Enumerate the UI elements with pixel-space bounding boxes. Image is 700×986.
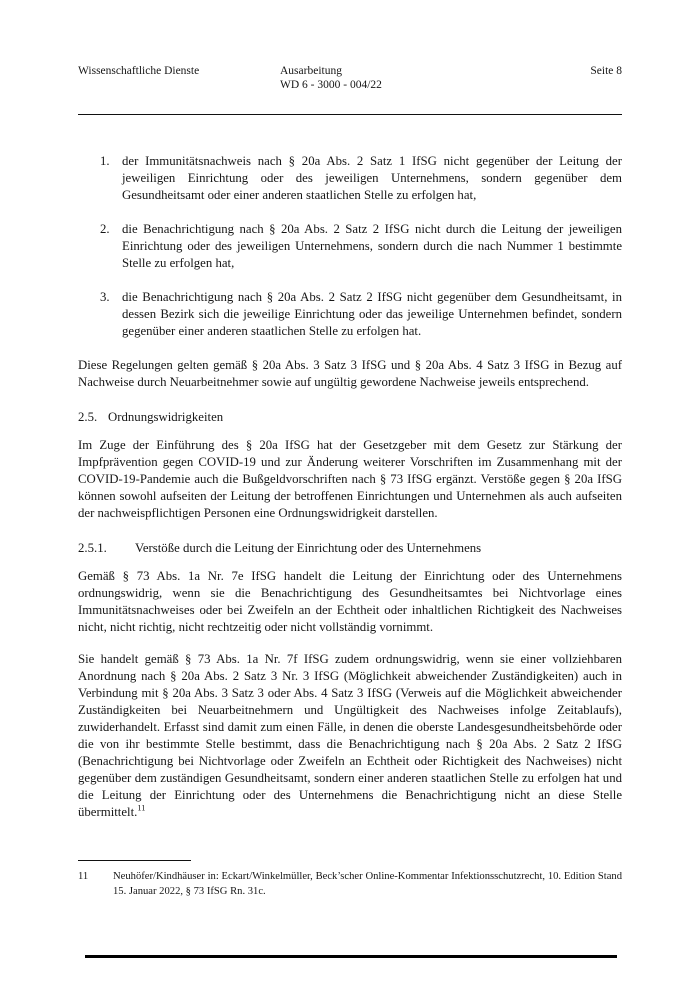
footnote-text: Neuhöfer/Kindhäuser in: Eckart/Winkelmüller, Beck’scher Online-Kommentar Infektionsschutzrecht, 10. Edition Stand 15. Januar 2022, § 73 IfSG Rn. 31c.	[113, 871, 622, 897]
section-number: 2.5.	[78, 410, 98, 424]
page-bottom-line	[85, 955, 617, 958]
list-item	[78, 221, 622, 272]
footnote-number: 11	[78, 871, 89, 882]
header-organization: Wissenschaftliche Dienste	[78, 65, 200, 77]
list-item	[78, 289, 622, 340]
section-title: Verstöße durch die Leitung der Einrichtung oder des Unternehmens	[135, 541, 482, 555]
list-item-text: der Immunitätsnachweis nach § 20a Abs. 2 Satz 1 IfSG nicht gegenüber der Leitung der jeweiligen Einrichtung oder des jeweiligen Unternehmens, sondern gegenüber dem Gesundheitsamt oder einer anderen staatlichen Stelle zu erfolgen hat,	[122, 154, 622, 202]
header-doc-type: Ausarbeitung	[280, 65, 342, 77]
footnote-area	[78, 860, 622, 899]
section-heading-2-5	[78, 409, 622, 426]
footnote-separator	[78, 860, 191, 861]
section-number: 2.5.1.	[78, 541, 107, 555]
paragraph-regelungen: Diese Regelungen gelten gemäß § 20a Abs. 3 Satz 3 IfSG und § 20a Abs. 4 Satz 3 IfSG in Bezug auf Nachweise durch Neuarbeitnehmer sowie auf ungültig gewordene Nachweise jeweils entsprechend.	[78, 358, 622, 389]
paragraph-gemaess: Gemäß § 73 Abs. 1a Nr. 7e IfSG handelt die Leitung der Einrichtung oder des Unternehmens ordnungswidrig, wenn sie die Benachrichtigung des Gesundheitsamtes bei Nichtvorlage eines Immunitätsnachweises oder bei Zweifeln an der Echtheit oder inhaltlichen Richtigkeit des Nachweises nicht, nicht richtig, nicht rechtzeitig oder nicht vollständig vornimmt.	[78, 569, 622, 634]
section-heading-2-5-1	[78, 540, 622, 557]
paragraph-einfuehrung: Im Zuge der Einführung des § 20a IfSG hat der Gesetzgeber mit dem Gesetz zur Stärkung der Impfprävention gegen COVID-19 und zur Änderung weiterer Vorschriften im Zusammenhang mit der COVID-19-Pandemie auch die Bußgeldvorschriften nach § 73 IfSG ergänzt. Verstöße gegen § 20a IfSG können sowohl aufseiten der Leitung der betroffenen Einrichtungen und Unternehmen als auch aufseiten der nachweispflichtigen Personen eine Ordnungswidrigkeit darstellen.	[78, 438, 622, 520]
section-title: Ordnungswidrigkeiten	[108, 410, 224, 424]
list-item-number: 3.	[100, 290, 110, 304]
numbered-list	[78, 153, 622, 340]
list-item	[78, 153, 622, 204]
header-doc-number: WD 6 - 3000 - 004/22	[280, 79, 382, 91]
footnote-reference: 11	[137, 802, 146, 813]
list-item-text: die Benachrichtigung nach § 20a Abs. 2 Satz 2 IfSG nicht durch die Leitung der jeweiligen Einrichtung oder des jeweiligen Unternehmens, sondern durch die nach Nummer 1 bestimmte Stelle zu erfolgen hat,	[122, 222, 622, 270]
header-divider	[78, 114, 622, 115]
list-item-text: die Benachrichtigung nach § 20a Abs. 2 Satz 2 IfSG nicht gegenüber dem Gesundheitsamt, in dessen Bezirk sich die jeweilige Einrichtung oder das jeweilige Unternehmen befindet, sondern gegenüber einer anderen staatlichen Stelle zu erfolgen hat.	[122, 290, 622, 338]
paragraph-text: Sie handelt gemäß § 73 Abs. 1a Nr. 7f IfSG zudem ordnungswidrig, wenn sie einer vollziehbaren Anordnung nach § 20a Abs. 2 Satz 3 Nr. 3 IfSG (Möglichkeit abweichender Zuständigkeiten) auch in Verbindung mit § 20a Abs. 3 Satz 3 oder Abs. 4 Satz 3 IfSG (Verweis auf die Möglichkeit abweichender Zuständigkeiten bei Neuarbeitnehmern und Ungültigkeit des Nachweises infolge Zeitablaufs), zuwiderhandelt. Erfasst sind damit zum einen Fälle, in denen die oberste Landesgesundheitsbehörde oder die von ihr bestimmte Stelle bestimmt, dass die Benachrichtigung nach § 20a Abs. 2 Satz 2 IfSG (Benachrichtigung bei Nichtvorlage oder Zweifeln an Echtheit oder Richtigkeit des Nachweises) nicht gegenüber dem zuständigen Gesundheitsamt, sondern einer anderen staatlichen Stelle zu erfolgen hat und die Leitung der Einrichtung oder des Unternehmens die Benachrichtigung nicht an diese Stelle übermittelt.	[78, 652, 622, 819]
list-item-number: 1.	[100, 154, 110, 168]
footnote	[78, 870, 622, 899]
list-item-number: 2.	[100, 222, 110, 236]
paragraph-sie-handelt	[78, 651, 622, 821]
document-body	[78, 153, 622, 836]
header-page-number: Seite 8	[590, 65, 622, 77]
header-doc-info	[280, 64, 382, 92]
